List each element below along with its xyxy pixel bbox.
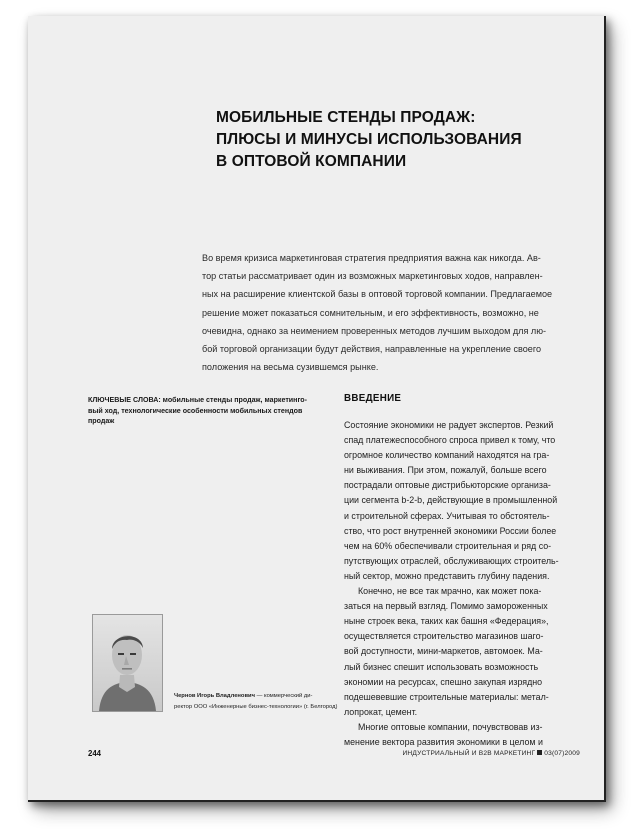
lead-line: Во время кризиса маркетинговая стратегия предприятия важна как никогда. Ав- bbox=[202, 253, 541, 263]
author-caption-line bbox=[174, 691, 339, 702]
title-line: В ОПТОВОЙ КОМПАНИИ bbox=[216, 153, 407, 170]
lead-line: бой торговой организации будут действия, направленные на укрепление своего bbox=[202, 344, 542, 355]
keywords-line: вый ход, технологические особенности мобильных стендов bbox=[88, 406, 303, 415]
body-line: Многие оптовые компании, почувствовав из- bbox=[358, 721, 543, 732]
body-line: лопрокат, цемент. bbox=[344, 706, 418, 717]
body-line: ни выживания. При этом, пожалуй, больше всего bbox=[344, 465, 547, 476]
body-line: ции сегмента b-2-b, действующие в промышленной bbox=[344, 495, 558, 506]
title-line: ПЛЮСЫ И МИНУСЫ ИСПОЛЬЗОВАНИЯ bbox=[216, 131, 522, 148]
portrait-photo-icon bbox=[92, 614, 163, 712]
title-line: МОБИЛЬНЫЕ СТЕНДЫ ПРОДАЖ: bbox=[216, 109, 476, 126]
body-line: менение вектора развития экономики в целом и bbox=[344, 736, 543, 747]
author-caption-line: ректор ООО «Инженерные бизнес-технологии» (г. Белгород) bbox=[174, 703, 338, 710]
article-title bbox=[216, 107, 576, 173]
black-square-icon bbox=[537, 750, 542, 755]
body-line: путствующих отраслей, обслуживающих строитель- bbox=[344, 555, 559, 566]
lead-line: ных на расширение клиентской базы в оптовой торговой компании. Предлагаемое bbox=[202, 289, 553, 300]
body-line: ство, что рост внутренней экономики России более bbox=[344, 525, 557, 536]
keywords-block bbox=[88, 395, 328, 427]
author-name: Чернов Игорь Владленович bbox=[174, 693, 255, 699]
body-line: лый бизнес спешит использовать возможность bbox=[344, 661, 539, 672]
portrait-svg bbox=[93, 615, 162, 711]
body-line: Конечно, не все так мрачно, как может пока- bbox=[358, 586, 542, 597]
issue-number: 03(07)2009 bbox=[544, 750, 580, 757]
body-line: вой доступности, мини-маркетов, автомоек. Ма- bbox=[344, 646, 543, 657]
running-footer bbox=[402, 750, 580, 757]
section-heading-introduction: ВВЕДЕНИЕ bbox=[344, 393, 402, 404]
author-caption bbox=[174, 691, 339, 712]
body-line: заться на первый взгляд. Помимо замороженных bbox=[344, 601, 548, 612]
body-text bbox=[344, 418, 578, 750]
body-line: ныне строек века, таких как башня «Федерация», bbox=[344, 616, 549, 627]
lead-line: очевидна, однако за неимением проверенных методов лучшим выходом для лю- bbox=[202, 325, 547, 336]
keywords-line: продаж bbox=[88, 417, 115, 426]
body-line: пострадали оптовые дистрибьюторские организа- bbox=[344, 480, 551, 491]
body-line: и строительной сферах. Учитывая то обстоятель- bbox=[344, 510, 550, 521]
lead-line: тор статьи рассматривает один из возможных маркетинговых ходов, направлен- bbox=[202, 271, 543, 282]
body-line: огромное количество компаний находятся на гра- bbox=[344, 450, 550, 461]
lead-line: положения на весьма сузившемся рынке. bbox=[202, 362, 379, 373]
body-line: Состояние экономики не радует экспертов. Резкий bbox=[344, 420, 554, 430]
body-line: осуществляется строительство магазинов шаго- bbox=[344, 631, 544, 642]
body-line: спад платежеспособного спроса привел к тому, что bbox=[344, 435, 556, 446]
body-line: ный сектор, можно представить глубину падения. bbox=[344, 570, 550, 581]
keywords-line: КЛЮЧЕВЫЕ СЛОВА: мобильные стенды продаж, маркетинго- bbox=[88, 396, 308, 404]
body-line: экономии на ресурсах, спешно закупая изрядно bbox=[344, 676, 543, 687]
journal-name: ИНДУСТРИАЛЬНЫЙ И B2B МАРКЕТИНГ bbox=[402, 750, 536, 757]
body-line: подешевевшие строительные материалы: метал- bbox=[344, 691, 549, 702]
lead-line: решение может показаться сомнительным, и его эффективность, возможно, не bbox=[202, 307, 539, 318]
author-description: — коммерческий ди- bbox=[254, 693, 313, 699]
journal-page bbox=[28, 16, 606, 802]
page-number: 244 bbox=[88, 749, 102, 758]
article-lead bbox=[202, 249, 578, 376]
body-line: чем на 60% обеспечивали строительная и ряд со- bbox=[344, 540, 552, 551]
